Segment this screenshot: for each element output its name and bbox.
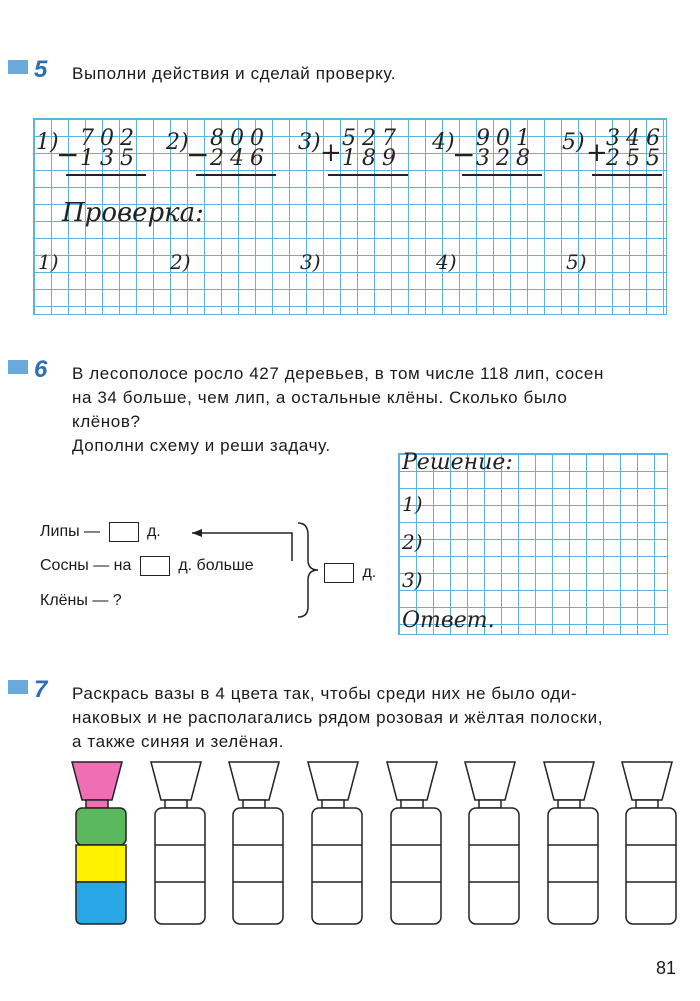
- op-underline: [462, 174, 542, 176]
- vase-neck: [544, 762, 594, 800]
- solution-answer: Ответ.: [402, 608, 495, 633]
- op-sign: −: [56, 138, 80, 171]
- op-underline: [66, 174, 146, 176]
- task-7-number: 7: [34, 676, 48, 703]
- task-6-line-4: Дополни схему и реши задачу.: [72, 436, 331, 455]
- op-bottom: 246: [210, 146, 270, 171]
- task-6-marker: [8, 360, 28, 374]
- vase-empty-4[interactable]: [381, 760, 451, 930]
- vase-stripe-yellow: [76, 845, 126, 882]
- vase-body: [548, 808, 598, 924]
- task-7-line-3: а также синяя и зелёная.: [72, 732, 284, 751]
- check-label-3: 3): [300, 250, 321, 274]
- vase-neck-joint: [322, 800, 344, 808]
- op-top: 702: [80, 126, 140, 151]
- schema-arrow-head: [192, 529, 202, 537]
- lindens-count-box[interactable]: [109, 522, 139, 542]
- vase-neck: [308, 762, 358, 800]
- vase-neck-joint: [401, 800, 423, 808]
- vase-neck: [387, 762, 437, 800]
- schema-pines-suffix: д. больше: [178, 557, 254, 575]
- task-7-marker: [8, 680, 28, 694]
- check-label-4: 4): [436, 250, 457, 274]
- schema-maples-text: Клёны — ?: [40, 592, 122, 609]
- task-6-line-1: В лесополосе росло 427 деревьев, в том числе 118 лип, сосен: [72, 364, 604, 383]
- schema-total: [320, 563, 376, 583]
- task-5-marker: [8, 60, 28, 74]
- op-underline: [592, 174, 662, 176]
- op-underline: [196, 174, 276, 176]
- task-7-line-1: Раскрась вазы в 4 цвета так, чтобы среди них не было оди-: [72, 684, 578, 703]
- schema-lindens-prefix: Липы —: [40, 523, 101, 541]
- op-sign: −: [452, 138, 476, 171]
- op-label: 5): [562, 130, 585, 155]
- schema-arrow-line: [192, 533, 292, 561]
- vase-body: [233, 808, 283, 924]
- op-bottom: 328: [476, 146, 536, 171]
- schema-row-lindens: [40, 522, 161, 542]
- op-bottom: 189: [342, 146, 402, 171]
- pines-difference-box[interactable]: [140, 556, 170, 576]
- check-title: Проверка:: [62, 198, 204, 228]
- vase-neck-joint: [558, 800, 580, 808]
- task-6-number: 6: [34, 356, 48, 383]
- op-label: 4): [432, 130, 455, 155]
- vase-neck-joint: [165, 800, 187, 808]
- solution-step-2: 2): [402, 530, 423, 554]
- page-number: 81: [656, 958, 677, 978]
- op-underline: [328, 174, 408, 176]
- vase-body: [312, 808, 362, 924]
- vase-neck: [465, 762, 515, 800]
- schema-row-maples: [40, 592, 122, 610]
- solution-step-1: 1): [402, 492, 423, 516]
- op-bottom: 255: [606, 146, 666, 171]
- vase-empty-5[interactable]: [459, 760, 529, 930]
- vase-stripe-blue: [76, 882, 126, 924]
- vase-stripe-green: [76, 808, 126, 845]
- vase-empty-1[interactable]: [145, 760, 215, 930]
- op-label: 3): [298, 130, 321, 155]
- check-label-1: 1): [38, 250, 59, 274]
- vase-empty-7[interactable]: [616, 760, 686, 930]
- task-6-line-3: клёнов?: [72, 412, 141, 431]
- vase-neck-joint: [243, 800, 265, 808]
- op-top: 800: [210, 126, 270, 151]
- vase-neck-joint: [86, 800, 108, 808]
- op-sign: +: [586, 138, 608, 168]
- schema-brace: [298, 523, 318, 617]
- vase-empty-2[interactable]: [223, 760, 293, 930]
- op-bottom: 135: [80, 146, 140, 171]
- op-label: 1): [36, 130, 59, 155]
- solution-step-3: 3): [402, 568, 423, 592]
- op-top: 901: [476, 126, 536, 151]
- vase-neck: [229, 762, 279, 800]
- vase-neck: [72, 762, 122, 800]
- vase-body: [155, 808, 205, 924]
- vase-empty-3[interactable]: [302, 760, 372, 930]
- task-5-number: 5: [34, 56, 48, 83]
- solution-title: Решение:: [402, 450, 513, 475]
- op-sign: −: [186, 138, 210, 171]
- task-5-text: Выполни действия и сделай проверку.: [72, 64, 397, 83]
- schema-lindens-suffix: д.: [146, 523, 161, 541]
- vase-neck-joint: [636, 800, 658, 808]
- op-top: 527: [342, 126, 402, 151]
- check-label-2: 2): [170, 250, 191, 274]
- task-7-line-2: наковых и не располагались рядом розовая и жёлтая полоски,: [72, 708, 604, 727]
- vase-body: [626, 808, 676, 924]
- schema-pines-prefix: Сосны — на: [40, 557, 132, 575]
- check-label-5: 5): [566, 250, 587, 274]
- op-top: 346: [606, 126, 666, 151]
- op-label: 2): [166, 130, 189, 155]
- vase-body: [391, 808, 441, 924]
- vase-empty-6[interactable]: [538, 760, 608, 930]
- vase-neck: [622, 762, 672, 800]
- vase-colored: [66, 760, 136, 930]
- schema-total-suffix: д.: [362, 564, 377, 582]
- task-6-line-2: на 34 больше, чем лип, а остальные клёны. Сколько было: [72, 388, 568, 407]
- vase-body: [469, 808, 519, 924]
- op-sign: +: [320, 138, 342, 168]
- vase-neck-joint: [479, 800, 501, 808]
- vase-neck: [151, 762, 201, 800]
- total-count-box[interactable]: [324, 563, 354, 583]
